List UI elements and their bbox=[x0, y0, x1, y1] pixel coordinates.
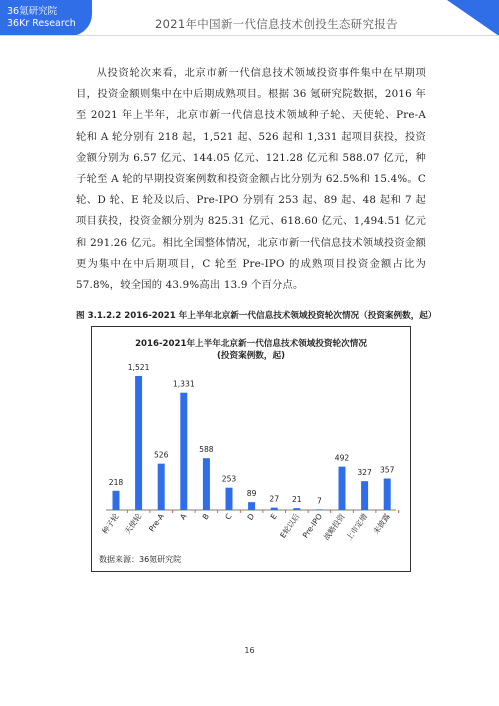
bar-11 bbox=[361, 481, 368, 510]
category-label-10: 战略投资 bbox=[321, 511, 347, 543]
chart-title: 2016-2021年上半年北京新一代信息技术领域投资轮次情况 bbox=[135, 339, 367, 349]
logo-line-2: 36Kr Research bbox=[7, 18, 76, 29]
body-paragraph-text: 从投资轮次来看，北京市新一代信息技术领域投资事件集中在早期项目，投资金额则集中在中后期成熟项目。根据 36 氪研究院数据，2016 年至 2021 年上半年，北京市新一代信息技术领域种子轮、天使轮、Pre-A 轮和 A 轮分别有 218 起，1,521 起、526 起和 1,331 起项目获投，投资金额分别为 6.57 亿元、144.05 亿元、121.28 亿元和 588.07 亿元，种子轮至 A 轮的早期投资案例数和投资金额占比分别为 62.5%和 15.4%。C 轮、D 轮、E 轮及以后、Pre-IPO 分别有 253 起、89 起、48 起和 7 起项目获投，投资金额分别为 825.31 亿元、618.60 亿元、1,494.51 亿元和 291.26 亿元。相比全国整体情况，北京市新一代信息技术领域投资金额更为集中在中后期项目，C 轮至 Pre-IPO 的成熟项目投资金额占比为 57.8%，较全国的 43.9%高出 13.9 个百分点。 bbox=[76, 67, 426, 292]
chart-source: 数据来源：36氪研究院 bbox=[99, 555, 182, 564]
corner-accent bbox=[447, 0, 499, 36]
bar-6 bbox=[248, 502, 255, 510]
category-label-12: 未披露 bbox=[371, 511, 392, 536]
bar-value-label-11: 327 bbox=[357, 468, 372, 478]
category-label-0: 种子轮 bbox=[100, 511, 121, 536]
bar-2 bbox=[158, 464, 165, 510]
chart-frame bbox=[91, 326, 411, 572]
report-title: 2021年中国新一代信息技术创投生态研究报告 bbox=[155, 17, 398, 31]
bar-value-label-6: 89 bbox=[246, 489, 257, 499]
bar-10 bbox=[339, 467, 346, 510]
chart-subtitle: (投资案例数，起) bbox=[216, 351, 286, 361]
bar-4 bbox=[203, 458, 210, 510]
bar-value-label-0: 218 bbox=[108, 477, 124, 487]
bar-value-label-9: 7 bbox=[316, 496, 322, 506]
bar-chart bbox=[92, 327, 410, 571]
bar-value-label-3: 1,331 bbox=[172, 379, 195, 389]
bar-value-label-2: 526 bbox=[153, 450, 169, 460]
figure-caption: 图 3.1.2.2 2016-2021 年上半年北京新一代信息技术领域投资轮次情况（投资案例数，起） bbox=[76, 311, 437, 321]
bar-value-label-4: 588 bbox=[199, 445, 214, 455]
bar-5 bbox=[226, 488, 233, 510]
category-label-3: A bbox=[178, 511, 189, 522]
category-label-9: Pre-IPO bbox=[300, 511, 325, 540]
logo bbox=[0, 0, 92, 36]
bar-value-label-8: 21 bbox=[291, 495, 302, 505]
category-label-7: E bbox=[268, 511, 279, 522]
bar-value-label-7: 27 bbox=[269, 494, 280, 504]
category-label-11: 上市定增 bbox=[344, 511, 370, 543]
bar-1 bbox=[135, 376, 142, 510]
header-divider bbox=[0, 35, 499, 36]
bar-7 bbox=[271, 508, 278, 510]
bar-3 bbox=[180, 393, 187, 510]
bar-0 bbox=[113, 491, 120, 510]
bar-12 bbox=[384, 479, 391, 510]
bars-layer bbox=[99, 363, 398, 542]
category-label-5: C bbox=[223, 511, 234, 522]
bar-value-label-10: 492 bbox=[334, 453, 350, 463]
bar-8 bbox=[293, 508, 300, 510]
page-number: 16 bbox=[244, 646, 255, 655]
body-paragraph bbox=[76, 63, 426, 296]
category-label-2: Pre-A bbox=[147, 511, 166, 534]
category-label-8: E轮以后 bbox=[278, 511, 302, 540]
bar-9 bbox=[316, 509, 323, 510]
logo-line-1: 36氪研究院 bbox=[7, 6, 58, 17]
bar-value-label-5: 253 bbox=[221, 474, 237, 484]
category-label-1: 天使轮 bbox=[122, 511, 144, 536]
bar-value-label-1: 1,521 bbox=[127, 362, 150, 372]
category-label-6: D bbox=[245, 511, 257, 522]
category-label-4: B bbox=[200, 511, 212, 522]
bar-value-label-12: 357 bbox=[379, 465, 395, 475]
